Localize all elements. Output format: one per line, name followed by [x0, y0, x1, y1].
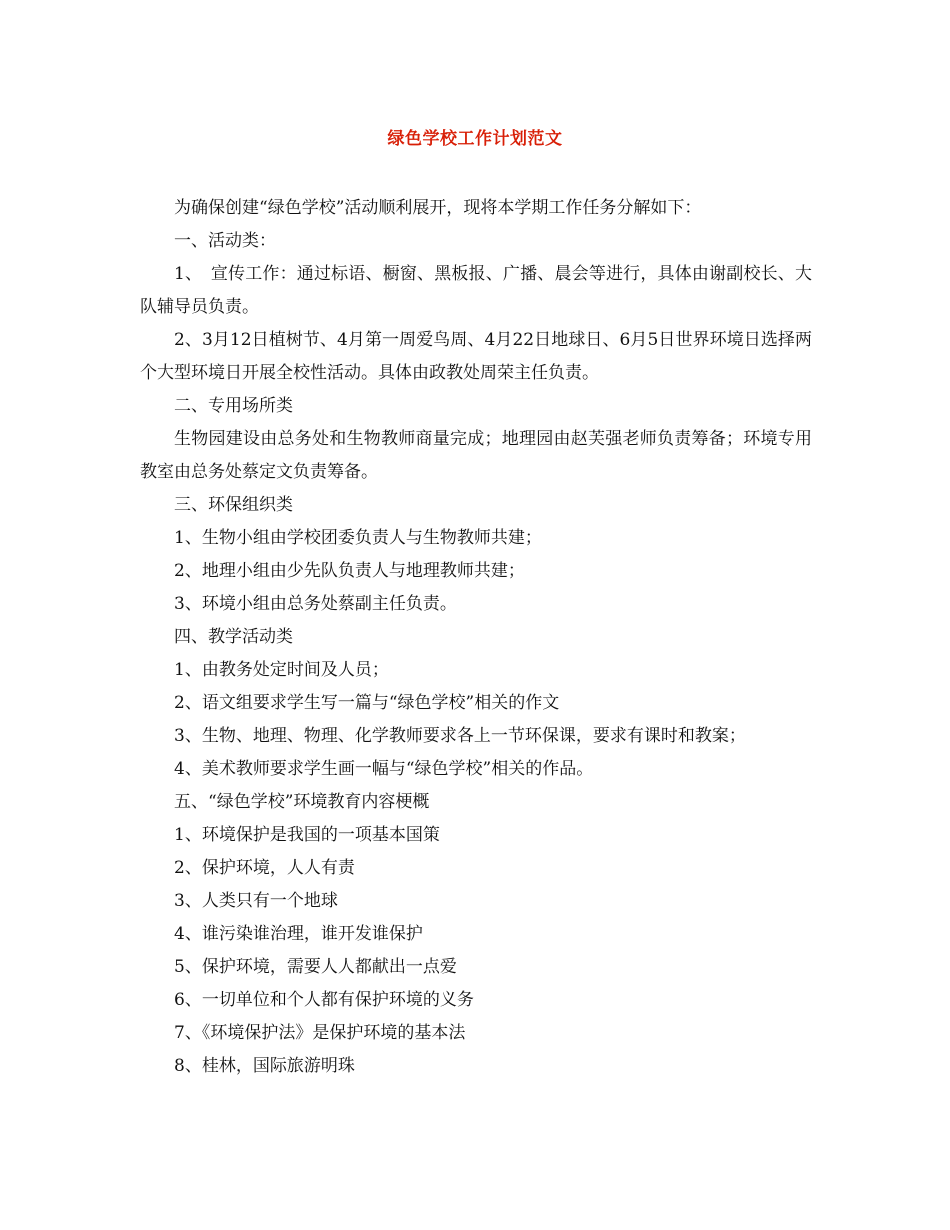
section-heading-venues: 二、专用场所类 — [174, 396, 293, 416]
list-item: 8、桂林，国际旅游明珠 — [174, 1056, 355, 1076]
list-item: 3、生物、地理、物理、化学教师要求各上一节环保课，要求有课时和教案； — [174, 726, 746, 746]
section-heading-activities: 一、活动类： — [174, 231, 276, 251]
list-item: 2、地理小组由少先队负责人与地理教师共建； — [174, 561, 525, 581]
document-body — [140, 192, 812, 1083]
list-item: 6、一切单位和个人都有保护环境的义务 — [174, 990, 474, 1010]
list-item: 1、 宣传工作：通过标语、橱窗、黑板报、广播、晨会等进行，具体由谢副校长、大队辅导员负责。 — [140, 264, 812, 317]
section-heading-teaching: 四、教学活动类 — [174, 627, 293, 647]
paragraph-intro: 为确保创建“绿色学校”活动顺利展开，现将本学期工作任务分解如下： — [174, 198, 702, 218]
list-item: 1、环境保护是我国的一项基本国策 — [174, 825, 440, 845]
section-heading-content: 五、“绿色学校”环境教育内容梗概 — [174, 792, 430, 812]
list-item: 3、人类只有一个地球 — [174, 891, 338, 911]
list-item: 7、《环境保护法》是保护环境的基本法 — [174, 1023, 466, 1043]
list-item: 4、谁污染谁治理，谁开发谁保护 — [174, 924, 423, 944]
list-item: 5、保护环境，需要人人都献出一点爱 — [174, 957, 457, 977]
document-title: 绿色学校工作计划范文 — [387, 129, 563, 149]
list-item: 2、语文组要求学生写一篇与“绿色学校”相关的作文 — [174, 693, 560, 713]
list-item: 1、由教务处定时间及人员； — [174, 660, 389, 680]
section-heading-organizations: 三、环保组织类 — [174, 495, 293, 515]
list-item: 1、生物小组由学校团委负责人与生物教师共建； — [174, 528, 542, 548]
paragraph-venues: 生物园建设由总务处和生物教师商量完成；地理园由赵芙强老师负责筹备；环境专用教室由总务处蔡定文负责筹备。 — [140, 429, 812, 482]
list-item: 4、美术教师要求学生画一幅与“绿色学校”相关的作品。 — [174, 759, 594, 779]
list-item: 3、环境小组由总务处蔡副主任负责。 — [174, 594, 457, 614]
list-item: 2、3月12日植树节、4月第一周爱鸟周、4月22日地球日、6月5日世界环境日选择两个大型环境日开展全校性活动。具体由政教处周荣主任负责。 — [140, 330, 812, 383]
list-item: 2、保护环境，人人有责 — [174, 858, 355, 878]
